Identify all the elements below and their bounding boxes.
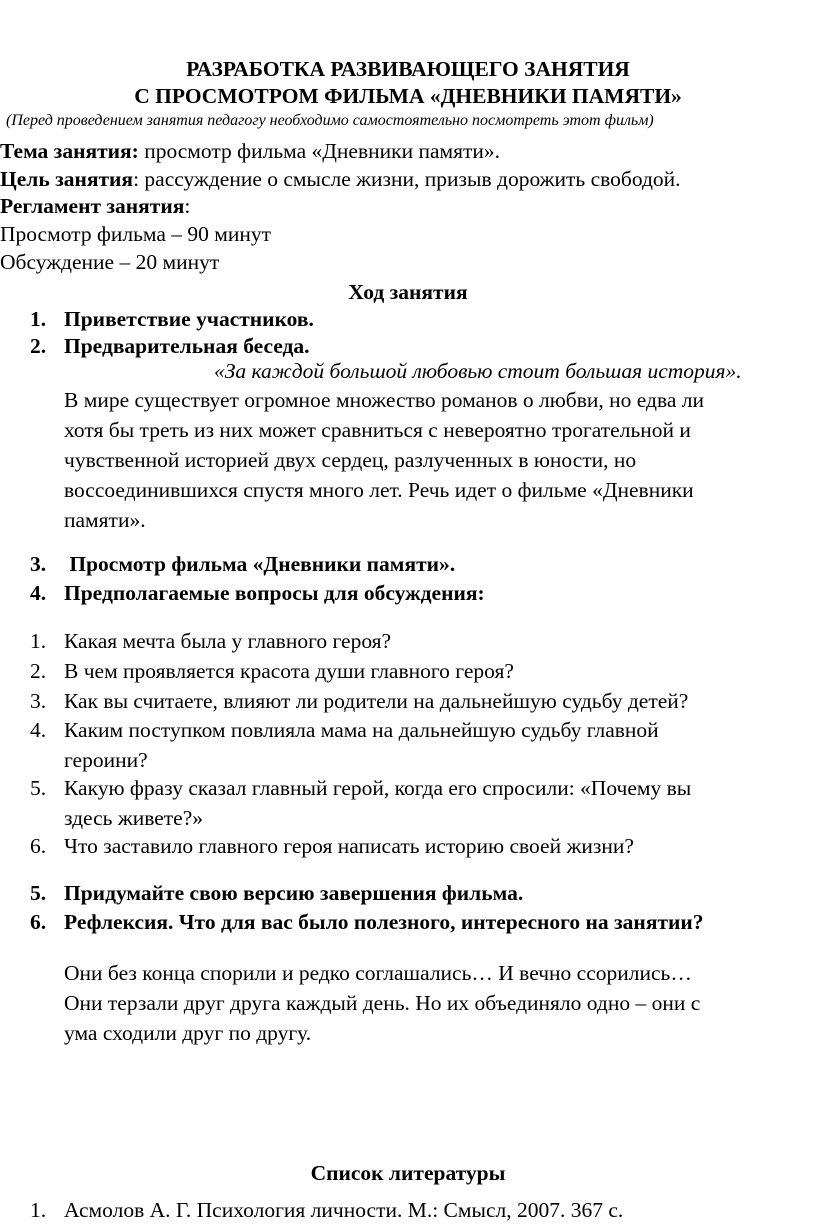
- literature-heading: Список литературы: [310, 1161, 506, 1185]
- step-text: Просмотр фильма «Дневники памяти».: [64, 552, 456, 576]
- step-item: [30, 549, 455, 579]
- question-text-cont: здесь живете?»: [64, 806, 204, 830]
- goal-value: : рассуждение о смысле жизни, призыв дорожить свободой.: [133, 167, 681, 191]
- question-item: [30, 686, 810, 716]
- intro-paragraph: [64, 385, 804, 535]
- schedule-line: [0, 191, 190, 221]
- step-text: Предполагаемые вопросы для обсуждения:: [64, 581, 485, 605]
- step-number: 1.: [30, 307, 47, 331]
- step-number: 3.: [30, 552, 47, 576]
- closing-line: Они терзали друг друга каждый день. Но их объединяло одно – они с: [64, 991, 701, 1015]
- schedule-item: Просмотр фильма – 90 минут: [0, 222, 272, 246]
- intro-line: хотя бы треть из них может сравниться с невероятно трогательной и: [64, 418, 691, 442]
- question-number: 6.: [30, 834, 47, 858]
- step-text: Рефлексия. Что для вас было полезного, интересного на занятии?: [64, 910, 704, 934]
- question-number: 2.: [30, 659, 47, 683]
- question-item: [30, 715, 810, 775]
- intro-line: памяти».: [64, 508, 146, 532]
- closing-paragraph: [64, 958, 804, 1048]
- question-item: [30, 773, 810, 833]
- step-text: Приветствие участников.: [64, 307, 314, 331]
- step-number: 5.: [30, 881, 47, 905]
- closing-line: ума сходили друг по другу.: [64, 1021, 312, 1045]
- intro-line: воссоединившихся спустя много лет. Речь идет о фильме «Дневники: [64, 478, 694, 502]
- question-number: 1.: [30, 629, 47, 653]
- step-item: [30, 304, 314, 334]
- title-line-2: С ПРОСМОТРОМ ФИЛЬМА «ДНЕВНИКИ ПАМЯТИ»: [134, 84, 682, 108]
- literature-number: 1.: [30, 1198, 47, 1222]
- literature-text: Асмолов А. Г. Психология личности. М.: Смысл, 2007. 367 с.: [64, 1198, 624, 1222]
- step-number: 6.: [30, 910, 47, 934]
- intro-line: В мире существует огромное множество романов о любви, но едва ли: [64, 388, 705, 412]
- step-item: [30, 578, 485, 608]
- literature-item: [30, 1195, 623, 1225]
- preparation-note: (Перед проведением занятия педагогу необходимо самостоятельно посмотреть этот фильм): [6, 112, 654, 129]
- step-text: Предварительная беседа.: [64, 334, 310, 358]
- intro-line: чувственной историей двух сердец, разлученных в юности, но: [64, 448, 637, 472]
- question-item: [30, 626, 810, 656]
- step-number: 2.: [30, 334, 47, 358]
- topic-label: Тема занятия:: [0, 139, 139, 163]
- question-number: 3.: [30, 689, 47, 713]
- topic-value: просмотр фильма «Дневники памяти».: [138, 139, 501, 163]
- question-text: Какую фразу сказал главный герой, когда его спросили: «Почему вы: [64, 776, 692, 800]
- step-number: 4.: [30, 581, 47, 605]
- schedule-colon: :: [184, 194, 191, 218]
- course-heading: Ход занятия: [348, 280, 468, 304]
- question-text: Как вы считаете, влияют ли родители на дальнейшую судьбу детей?: [64, 689, 689, 713]
- question-text: Что заставило главного героя написать историю своей жизни?: [64, 834, 634, 858]
- question-text-cont: героини?: [64, 748, 148, 772]
- closing-line: Они без конца спорили и редко соглашались… И вечно ссорились…: [64, 961, 692, 985]
- question-text: В чем проявляется красота души главного героя?: [64, 659, 514, 683]
- goal-label: Цель занятия: [0, 167, 134, 191]
- question-item: [30, 831, 810, 861]
- schedule-label: Регламент занятия: [0, 194, 185, 218]
- step-text: Придумайте свою версию завершения фильма.: [64, 881, 524, 905]
- question-item: [30, 656, 810, 686]
- title-line-1: РАЗРАБОТКА РАЗВИВАЮЩЕГО ЗАНЯТИЯ: [186, 57, 630, 81]
- step-item: [30, 878, 523, 908]
- question-number: 4.: [30, 718, 47, 742]
- goal-line: [0, 164, 681, 194]
- step-item: [30, 907, 704, 937]
- schedule-item: Обсуждение – 20 минут: [0, 250, 220, 274]
- question-text: Каким поступком повлияла мама на дальнейшую судьбу главной: [64, 718, 659, 742]
- epigraph-quote: «За каждой большой любовью стоит большая история».: [214, 359, 742, 383]
- question-text: Какая мечта была у главного героя?: [64, 629, 392, 653]
- question-number: 5.: [30, 776, 47, 800]
- topic-line: [0, 136, 500, 166]
